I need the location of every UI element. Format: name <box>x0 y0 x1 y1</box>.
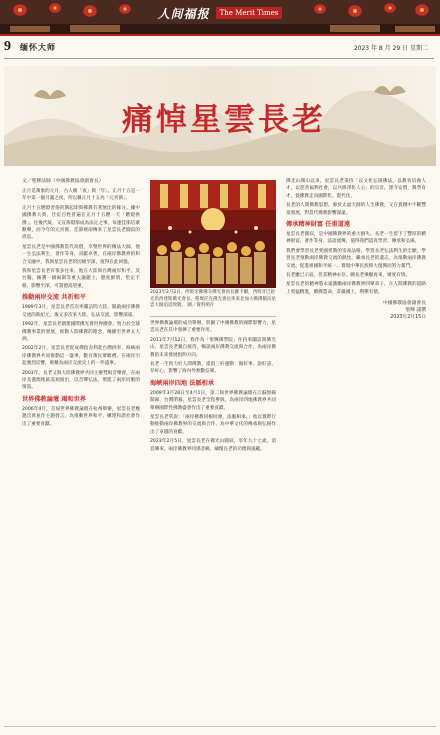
caption-divider <box>150 316 276 317</box>
paragraph: 佛光山開山以來，星雲長老秉持「以文化弘揚佛法，以教育培養人才，以慈善福利社會，以共修淨化人心」的宗旨，建寺安僧，興學育才，使佛教走向國際化、現代化。 <box>286 179 426 199</box>
subheading-forum: 世界佛教論壇 竭和世界 <box>22 395 87 403</box>
event-photo <box>150 180 276 288</box>
article-column-2 <box>150 320 276 718</box>
masthead-logo <box>145 4 295 22</box>
signature-org: 中國佛教協會副會長 <box>382 301 426 307</box>
article-column-3 <box>286 178 426 718</box>
paragraph: 2011年7月12日，我作為「聖輝佛學院」住持率團訪問佛光山，星雲長老親自接待，暢談兩岸佛教交流與合作，為兩岸佛教的未來發展指明方向。 <box>150 337 276 358</box>
signature-block <box>286 300 426 321</box>
page-number: 9 <box>4 39 11 54</box>
masthead <box>0 0 440 34</box>
subheading-exchange: 推動兩岸交流 共祈和平 <box>22 294 87 302</box>
paragraph: 2002年2月，星雲長老促成佛指舍利赴台灣供奉，海峽兩岸佛教界共同推動這一盛事，數百萬民眾瞻禮，在兩岸引起強烈反響，被稱為兩岸交流史上的一件盛事。 <box>22 346 140 367</box>
paragraph: 我和星雲長老有很多往來，他在大陸與台灣兩岸和平、反台獨、擁護一國兩制等重大議題上，態度鮮明，堅定不移，影響至深，可謂德高望重。 <box>22 269 140 289</box>
logo-chinese: 人间福报 <box>157 6 210 21</box>
paragraph: 正月十五燃燈習俗的興起即與佛教有著無比的緣分。據中國佛教大典，仕宦百姓普遍在正月十五燃一天「燃燈供佛」。往後代統，又宣佈燈節成為法定之事，每逢佳節信眾歡樂，而今年的元宵節，佳節裡卻傳來了星雲長老圓寂的消息。 <box>22 205 140 241</box>
article-column-1 <box>22 178 140 718</box>
headline-banner <box>4 66 436 166</box>
paragraph: 長老一生致力於人間佛教，提倡三好運動：做好事、說好話、存好心，影響了海內外無數信眾。 <box>150 362 276 375</box>
article-byline: 文／聖輝法師（中國佛教協會副會長） <box>22 179 104 184</box>
signature-name: 聖輝 謹撰 <box>405 308 426 314</box>
subheading-legacy: 傳承精神財富 任重道遠 <box>286 221 351 229</box>
paragraph: 2023年2月5日，星雲長老在佛光山圓寂，享年九十七歲。消息傳來，兩岸佛教界同感悲痛，緬懷長老的功德與風範。 <box>150 439 276 452</box>
header-rule <box>4 58 434 59</box>
paragraph: 星雲長老圓寂，是中國佛教界的重大損失。長老一生留下了豐厚的精神財富，著作等身，法語流傳，值得我們認真學習、傳承和弘揚。 <box>286 232 426 245</box>
paragraph: 2009年3月28日至4月1日，第二屆世界佛教論壇在江蘇無錫開幕，台灣閉幕，星雲長老全程參與，為兩岸四地佛教界共同舉辦國際性佛教盛會作出了重要貢獻。 <box>150 390 276 411</box>
issue-date: 2023 年 8 月 29 日 星期二 <box>353 45 428 52</box>
headline-title: 痛悼星雲長老 <box>122 102 326 138</box>
paragraph: 世界佛教論壇的成功舉辦，彰顯了中國佛教的國際影響力，星雲長老在其中發揮了重要作用。 <box>150 321 276 334</box>
photo-caption: 2023年2月2日，西班牙佛佛寺佛光會員長羅卡爾，西班牙巴伦克馬西達斯佛光會長、聖瑪托克佛光會長率來北加大佛佛館向星雲大師追思致敬。 圖／資料照片 <box>150 290 276 309</box>
footer-rule <box>4 726 436 727</box>
subheading-lineage: 海峽兩岸四地 法脈相承 <box>150 379 215 387</box>
paragraph: 星雲長老常說：「兩岸佛教同根同源，法脈相承。」他以實際行動推動兩岸佛教界的交流與合作，為中華文化的傳承與弘揚作出了卓越的貢獻。 <box>150 415 276 435</box>
paragraph: 星雲長老是中國佛教當代高僧，享譽世界的傳法大師。他一生弘法利生，著作等身，貢獻卓著，在兩岸佛教界的和合交融中，我與星雲長老的因緣至深，值得在此回憶。 <box>22 244 140 265</box>
logo-english: The Merit Times <box>216 7 283 19</box>
paragraph: 1992年，星雲長老創建國際佛光會世界總會，致力於全球佛教事業的發展，推動人間佛教的理念，傳播至世界五大洲。 <box>22 322 140 342</box>
page-header <box>0 36 440 58</box>
signature-date: 2023年2月15日 <box>390 315 426 321</box>
ceremony-image <box>150 180 276 288</box>
paragraph: 2003年，長老又與大陸佛教界共同主辦梵唄音樂會，在兩岸及港澳地區巡迴演出，以音聲弘法，增進了兩岸同胞的情誼。 <box>22 370 140 391</box>
paragraph: 我們要學習長老愛國愛教的崇高品格，學習長老弘法利生的宏願，學習長老推動兩岸佛教交流的熱忱，繼承長老的遺志，為推動兩岸佛教交流、促進祖國和平統一、實現中華民族偉大復興而努力奮鬥。 <box>286 248 426 269</box>
paragraph: 星雲長老的精神將永遠激勵兩岸佛教界四眾弟子，在人間佛教的道路上勇猛精進，續佛慧命，莊嚴國土，利樂有情。 <box>286 282 426 295</box>
paragraph: 長老的人間佛教思想，源於太虛大師的人生佛教，又在實踐中不斷豐富發展，對當代佛教影響深遠。 <box>286 203 426 216</box>
paragraph: 長老雖已示寂，但其精神永存。願長老乘願再來，廣度有情。 <box>286 273 411 279</box>
section-title: 缅怀大师 <box>20 43 56 52</box>
paragraph: 正月是萬象的元月，古人稱「夜」與「年」。正月十五是一年中第一個月滿之夜，所以稱正月十五為「元宵節」。 <box>22 189 140 202</box>
paragraph: 2006年4月，首屆世界佛教論壇在杭州舉辦，星雲長老應邀出席並作主題發言，為推動世界和平、構建和諧社會作出了重要貢獻。 <box>22 406 140 427</box>
paragraph: 1989年3月，星雲長老首次率團訪問大陸，開啟兩岸佛教交流的新紀元，後又多次來大陸，弘法交流，影響深遠。 <box>22 305 140 318</box>
